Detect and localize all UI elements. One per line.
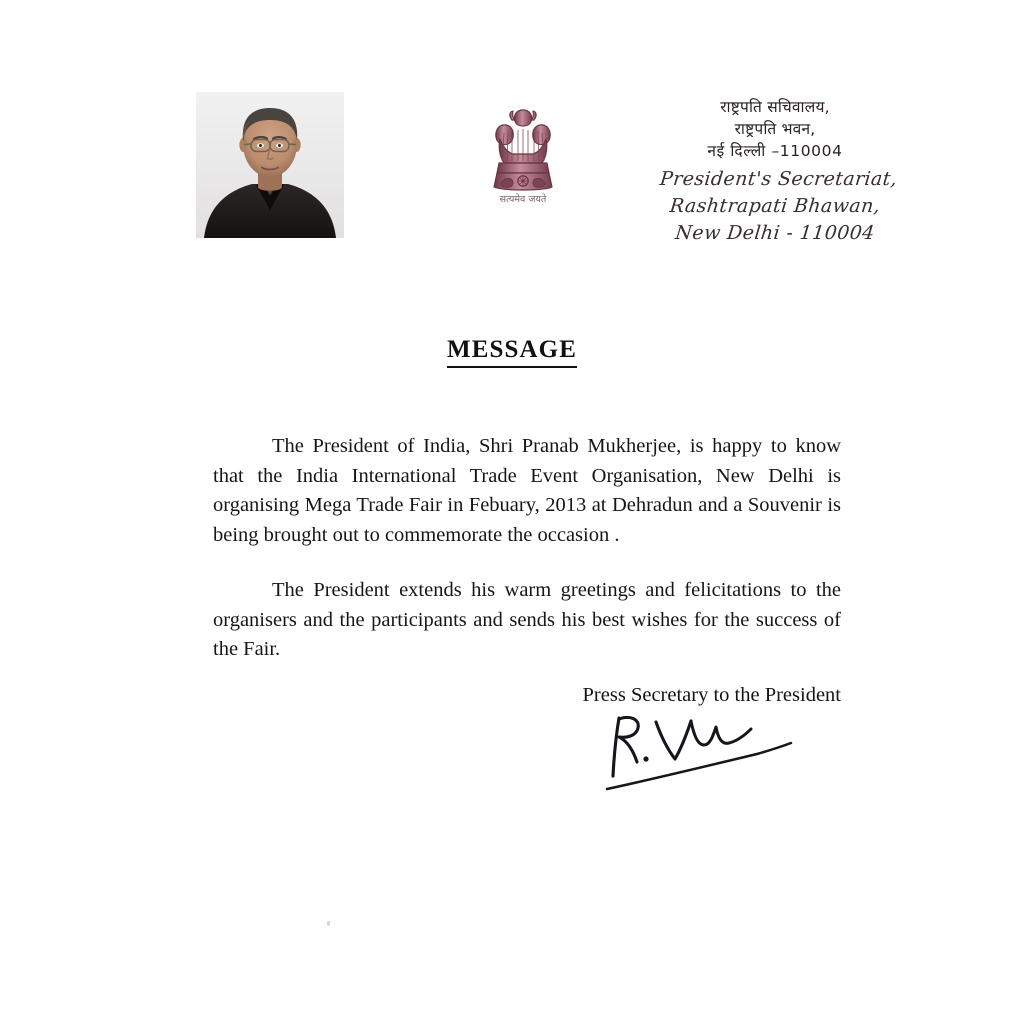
address-english-line-1: President's Secretariat, — [658, 168, 899, 190]
address-english-line-3: New Delhi - 110004 — [674, 222, 876, 244]
letterhead — [0, 0, 1024, 300]
address-devanagari-line-1: राष्ट्रपति सचिवालय, — [720, 98, 830, 116]
scan-artifact-speck — [327, 921, 330, 926]
message-paragraph-2: The President extends his warm greetings and felicitations to the organisers and the participants and sends his best wishes for the success of the Fair. — [213, 579, 841, 660]
message-paragraph-1: The President of India, Shri Pranab Mukherjee, is happy to know that the India International Trade Event Organisation, New Delhi is organising Mega Trade Fair in Febuary, 2013 at Dehradun and a Souvenir is being brought out to commemorate the occasion . — [213, 435, 841, 546]
address-english-line-2: Rashtrapati Bhawan, — [668, 195, 882, 217]
page-title: MESSAGE — [447, 336, 577, 368]
signatory-designation: Press Secretary to the President — [582, 684, 841, 706]
page-title-container — [0, 336, 1024, 368]
president-portrait-photo — [196, 92, 344, 238]
address-devanagari-line-3: नई दिल्ली –110004 — [707, 142, 843, 160]
ashoka-emblem-icon — [487, 103, 559, 207]
letterhead-address — [658, 96, 899, 247]
message-body — [213, 432, 841, 665]
address-devanagari-line-2: राष्ट्रपति भवन, — [734, 120, 816, 138]
svg-text:सत्यमेव जयते: सत्यमेव जयते — [499, 194, 547, 205]
handwritten-signature-icon — [441, 710, 841, 792]
signature-block — [441, 682, 841, 792]
